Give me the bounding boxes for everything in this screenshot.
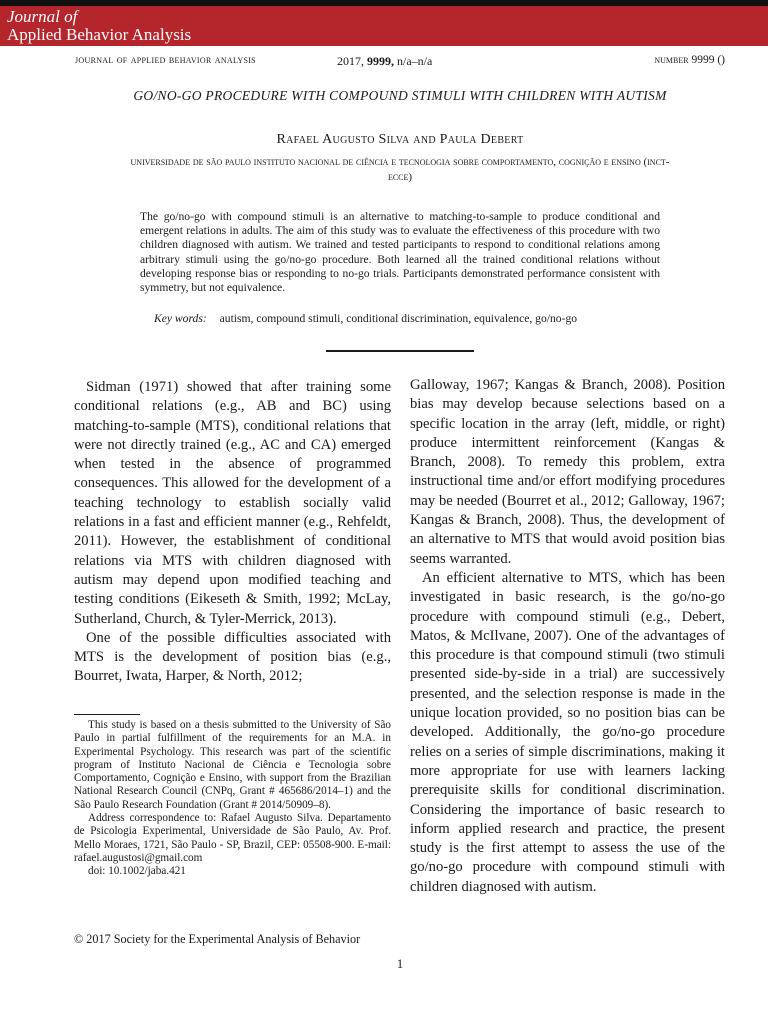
running-head-journal: journal of applied behavior analysis bbox=[75, 54, 256, 66]
body-right-column bbox=[410, 376, 725, 897]
logo-line-1: Journal of bbox=[7, 7, 78, 26]
article-authors: Rafael Augusto Silva and Paula Debert bbox=[276, 132, 524, 147]
running-head bbox=[75, 54, 725, 68]
body-left-column bbox=[74, 378, 391, 687]
body-paragraph: Sidman (1971) showed that after training some conditional relations (e.g., AB and BC) using matching-to-sample (MTS), conditional relations that were not directly trained (e.g., AC and CA) emerged when tested in the absence of programmed consequences. This allowed for the development of a teaching technology to establish socially valid relations in a fast and efficient manner (e.g., Rehfeldt, 2011). However, the establishment of conditional relations via MTS with children diagnosed with autism may depend upon modified teaching and testing conditions (Eikeseth & Smith, 1992; McLay, Sutherland, Church, & Tyler-Merrick, 2013). bbox=[74, 379, 391, 627]
author-affiliation: universidade de são paulo instituto nacional de ciência e tecnologia sobre comportamento, cognição e ensino (inct-ecce) bbox=[130, 156, 670, 183]
keywords-label: Key words: bbox=[154, 312, 207, 325]
running-head-citation bbox=[337, 54, 432, 69]
footnote-thesis: This study is based on a thesis submitted to the University of São Paulo in partial fulfillment of the requirements for an M.A. in Experimental Psychology. This research was part of the scientific program of Instituto Nacional de Ciência e Tecnologia sobre Comportamento, Cognição e Ensino, with support from the Brazilian National Research Council (CNPq, Grant # 465686/2014–1) and the São Paulo Research Foundation (Grant # 2014/50909–8). bbox=[74, 719, 391, 811]
footnote-doi[interactable]: doi: 10.1002/jaba.421 bbox=[88, 865, 186, 878]
footnote-rule bbox=[74, 714, 140, 715]
journal-logo[interactable] bbox=[7, 8, 191, 43]
running-head-pages: n/a–n/a bbox=[397, 54, 433, 68]
keywords bbox=[154, 312, 674, 325]
footnotes bbox=[74, 719, 391, 879]
abstract-text: The go/no-go with compound stimuli is an alternative to matching-to-sample to produce conditional and emergent relations in adults. The aim of this study was to evaluate the effectiveness of this procedure with two children diagnosed with autism. We trained and tested participants to respond to conditional relations among arbitrary stimuli using the go/no-go procedure. Both learned all the trained conditional relations without developing response bias or responding to no-go trials. Participants demonstrated performance consistent with symmetry, but not equivalence. bbox=[140, 210, 660, 295]
page-number: 1 bbox=[396, 956, 404, 971]
running-head-number: number 9999 () bbox=[654, 54, 725, 66]
body-paragraph: One of the possible difficulties associated with MTS is the development of position bias (e.g., Bourret, Iwata, Harper, & North, 2012; bbox=[74, 629, 391, 685]
body-paragraph: Galloway, 1967; Kangas & Branch, 2008). Position bias may develop because selections based on a specific location in the array (left, middle, or right) produce intermittent reinforcement (Kangas & Branch, 2008). To remedy this problem, extra instructional time and/or effort modifying procedures may be needed (Bourret et al., 2012; Galloway, 1967; Kangas & Branch, 2008). Thus, the development of an alternative to MTS that would avoid position bias seems warranted. bbox=[410, 377, 725, 567]
article-title: GO/NO-GO PROCEDURE WITH COMPOUND STIMULI WITH CHILDREN WITH AUTISM bbox=[133, 88, 667, 103]
journal-banner bbox=[0, 6, 768, 46]
footnote-address: Address correspondence to: Rafael Augusto Silva. Departamento de Psicologia Experimental, Universidade de São Paulo, Av. Prof. Mello Moraes, 1721, São Paulo - SP, Brazil, CEP: 05508-900. E-mail: rafael.augustosi@gmail.com bbox=[74, 812, 391, 864]
section-divider bbox=[326, 350, 474, 352]
running-head-volume: 9999, bbox=[367, 54, 394, 68]
running-head-year: 2017, bbox=[337, 54, 364, 68]
logo-line-2: Applied Behavior Analysis bbox=[7, 25, 192, 44]
copyright-notice: © 2017 Society for the Experimental Analysis of Behavior bbox=[74, 932, 361, 946]
body-paragraph: An efficient alternative to MTS, which has been investigated in basic research, is the go/no-go procedure with compound stimuli (e.g., Debert, Matos, & McIlvane, 2007). One of the advantages of this procedure is that compound stimuli (two stimuli presented side-by-side in a trial) are successively presented, and the selection response is made in the unique location provided, so no position bias can be developed. Additionally, the go/no-go procedure relies on a series of simple discriminations, making it more appropriate for use with learners lacking prerequisite skills for conditional discrimination. Considering the importance of basic research to inform applied research and practice, the present study is the first attempt to assess the use of the go/no-go procedure with compound stimuli with children diagnosed with autism. bbox=[410, 569, 725, 895]
keywords-list: autism, compound stimuli, conditional discrimination, equivalence, go/no-go bbox=[219, 312, 578, 325]
